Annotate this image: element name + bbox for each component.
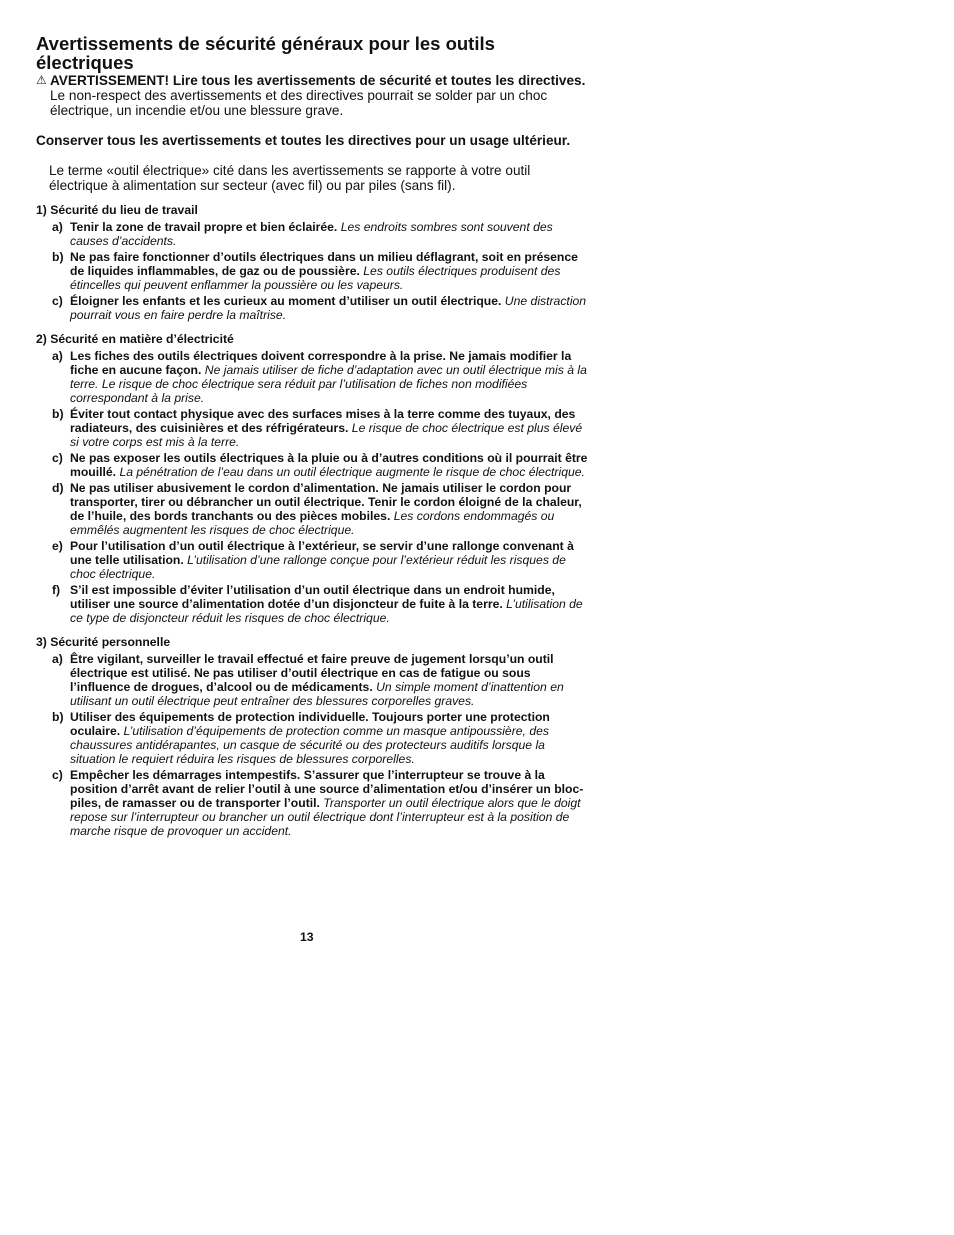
list-item: c) Ne pas exposer les outils électriques à la pluie ou à d’autres conditions où il pourrait être mouillé. La pénétration de l’eau dans un outil électrique augmente le risque de choc électrique. [52, 451, 588, 479]
list-item: e) Pour l’utilisation d’un outil électrique à l’extérieur, se servir d’une rallonge convenant à une telle utilisation. L’utilisation d’une rallonge conçue pour l’extérieur réduit les risques de choc électrique. [52, 539, 574, 581]
page-number: 13 [300, 930, 314, 944]
list-item: d) Ne pas utiliser abusivement le cordon d’alimentation. Ne jamais utiliser le cordon pour transporter, tirer ou débrancher un outil électrique. Tenir le cordon éloigné de la chaleur, de l’huile, des bords tranchants ou des pièces mobiles. Les cordons endommagés ou emmêlés augmentent les risques de choc électrique. [52, 481, 582, 537]
list-item: b) Ne pas faire fonctionner d’outils électriques dans un milieu déflagrant, soit en présence de liquides inflammables, de gaz ou de poussière. Les outils électriques produisent des étincelles qui peuvent enflammer la poussière ou les vapeurs. [52, 250, 578, 292]
list-item: b) Éviter tout contact physique avec des surfaces mises à la terre comme des tuyaux, des radiateurs, des cuisinières et des réfrigérateurs. Le risque de choc électrique est plus élevé si votre corps est mis à la terre. [52, 407, 583, 449]
section-electrical-items [36, 349, 588, 625]
intro-paragraph: Le terme «outil électrique» cité dans les avertissements se rapporte à votre outil électrique à alimentation sur secteur (avec fil) ou par piles (sans fil). [49, 163, 531, 193]
warning-triangle-icon: ⚠ [36, 73, 47, 87]
list-item: c) Empêcher les démarrages intempestifs. S’assurer que l’interrupteur se trouve à la position d’arrêt avant de relier l’outil à une source d’alimentation et/ou d’insérer un bloc-piles, de ramasser ou de transporter l’outil. Transporter un outil électrique alors que le doigt repose sur l’interrupteur ou brancher un outil électrique dont l’interrupteur est à la position de marche risque de provoquer un accident. [52, 768, 584, 838]
section-personal-items [36, 652, 588, 838]
warning-body-text: Le non-respect des avertissements et des directives pourrait se solder par un choc électrique, un incendie et/ou une blessure grave. [50, 88, 548, 118]
warning-bold-text: AVERTISSEMENT! Lire tous les avertissements de sécurité et toutes les directives. [50, 73, 586, 88]
list-item: f) S’il est impossible d’éviter l’utilisation d’un outil électrique dans un endroit humide, utiliser une source d’alimentation dotée d’un disjoncteur de fuite à la terre. L’utilisation de ce type de disjoncteur réduit les risques de choc électrique. [52, 583, 583, 625]
list-item: a) Tenir la zone de travail propre et bien éclairée. Les endroits sombres sont souvent des causes d’accidents. [52, 220, 553, 248]
page-title: Avertissements de sécurité généraux pour les outils électriques [36, 33, 495, 73]
text-column [36, 34, 588, 840]
section-heading-work-area: 1) Sécurité du lieu de travail [36, 203, 198, 217]
list-item: c) Éloigner les enfants et les curieux au moment d’utiliser un outil électrique. Une distraction pourrait vous en faire perdre la maîtrise. [52, 294, 587, 322]
list-item: b) Utiliser des équipements de protection individuelle. Toujours porter une protection oculaire. L’utilisation d’équipements de protection comme un masque antipoussière, des chaussures antidérapantes, un casque de sécurité ou des protecteurs auditifs lorsque la situation le requiert réduira les risques de blessures corporelles. [52, 710, 550, 766]
keep-instructions-heading: Conserver tous les avertissements et toutes les directives pour un usage ultérieur. [36, 133, 571, 148]
list-item: a) Les fiches des outils électriques doivent correspondre à la prise. Ne jamais modifier la fiche en aucune façon. Ne jamais utiliser de fiche d’adaptation avec un outil électrique mis à la terre. Le risque de choc électrique sera réduit par l’utilisation de fiches non modifiées correspondant à la prise. [52, 349, 587, 405]
warning-paragraph [36, 73, 588, 118]
section-heading-electrical: 2) Sécurité en matière d’électricité [36, 332, 234, 346]
section-heading-personal: 3) Sécurité personnelle [36, 635, 171, 649]
list-item: a) Être vigilant, surveiller le travail effectué et faire preuve de jugement lorsqu’un outil électrique est utilisé. Ne pas utiliser d’outil électrique en cas de fatigue ou sous l’influence de drogues, d’alcool ou de médicaments. Un simple moment d’inattention en utilisant un outil électrique peut entraîner des blessures corporelles graves. [52, 652, 564, 708]
section-work-area-items [36, 220, 588, 322]
